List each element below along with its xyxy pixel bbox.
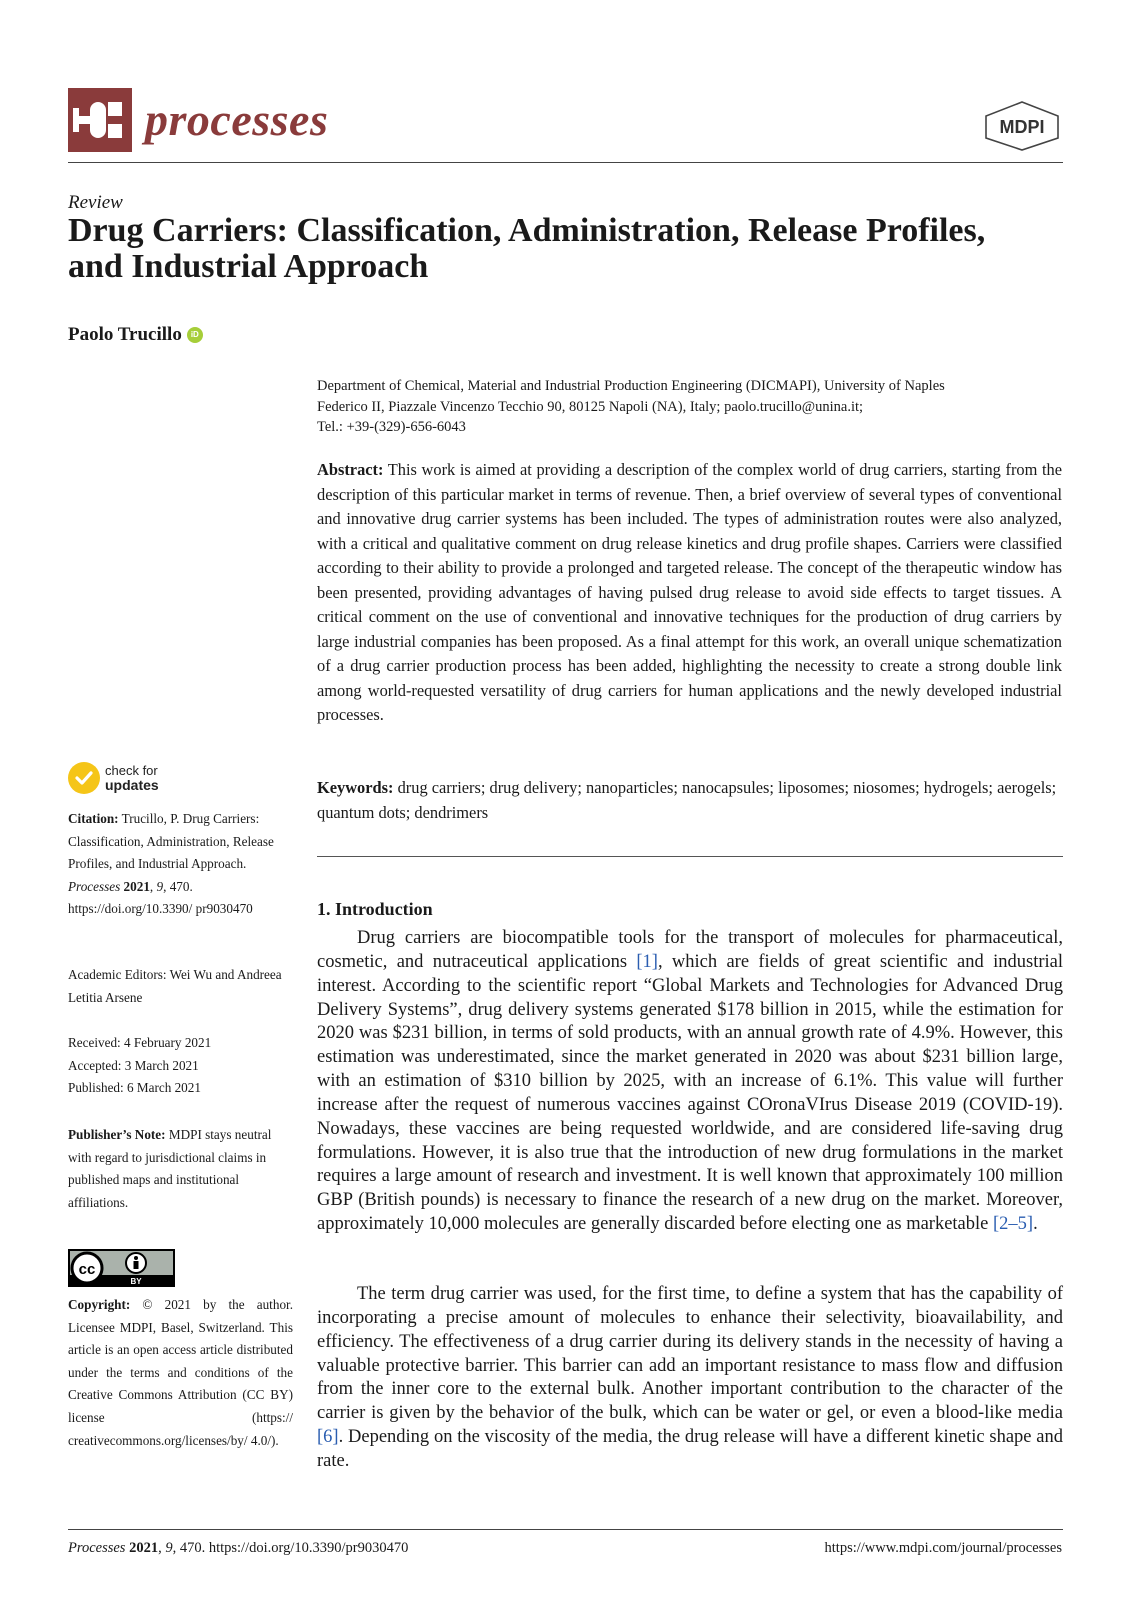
journal-logo-icon: [68, 88, 132, 152]
citation-label: Citation:: [68, 811, 119, 826]
author-line: [68, 323, 203, 347]
article-title: [68, 213, 1068, 285]
copyright-text: © 2021 by the author. Licensee MDPI, Basel, Switzerland. This article is an open access article distributed under the terms and conditions of the Creative Commons Attribution (CC BY) license (https:// creativecommons.org/licenses/by/ 4.0/).: [68, 1297, 293, 1448]
published-date: Published: 6 March 2021: [68, 1080, 201, 1096]
paragraph-text: . Depending on the viscosity of the media, the drug release will have a different kinetic shape and rate.: [317, 1427, 1063, 1471]
abstract: [317, 458, 1062, 728]
section-divider: [317, 856, 1063, 857]
check-updates-text: [105, 764, 159, 792]
footer-year: 2021: [129, 1540, 159, 1556]
paragraph-text: .: [1033, 1214, 1038, 1235]
intro-paragraph-1: [317, 927, 1063, 1237]
affiliation-line: Tel.: +39-(329)-656-6043: [317, 419, 466, 435]
footer-citation: Processes 2021, 9, 470. https://doi.org/10.3390/pr9030470: [68, 1540, 409, 1556]
citation-doi[interactable]: , 470. https://doi.org/10.3390/ pr9030470: [68, 878, 253, 917]
citation-volume: 9: [156, 878, 164, 894]
academic-editors: Academic Editors: Wei Wu and Andreea Letitia Arsene: [68, 967, 282, 1005]
publisher-note: [68, 1124, 293, 1214]
affiliation-line: Department of Chemical, Material and Industrial Production Engineering (DICMAPI), University of Naples: [317, 378, 945, 394]
affiliation-line: Federico II, Piazzale Vincenzo Tecchio 90, 80125 Napoli (NA), Italy; paolo.trucillo@unina.it;: [317, 398, 864, 415]
mdpi-logo-text: MDPI: [999, 117, 1045, 137]
citation-text: Trucillo, P. Drug Carriers: Classification, Administration, Release Profiles, and Industrial Approach.: [68, 811, 274, 872]
citation-link[interactable]: [6]: [317, 1427, 339, 1448]
footer-doi[interactable]: , 470. https://doi.org/10.3390/pr9030470: [172, 1540, 409, 1556]
publisher-note-text: MDPI stays neutral with regard to jurisdictional claims in published maps and institutional affiliations.: [68, 1127, 272, 1210]
header-divider: [68, 162, 1063, 163]
author-name[interactable]: Paolo Trucillo: [68, 324, 182, 345]
check-updates-line: check for: [105, 763, 158, 778]
abstract-label: Abstract:: [317, 460, 384, 479]
article-type: Review: [68, 192, 123, 213]
abstract-text: This work is aimed at providing a description of the complex world of drug carriers, starting from the description of this particular market in terms of revenue. Then, a brief overview of several types of conventional and innovative drug carrier systems has been included. The types of administration routes were also analyzed, with a critical and qualitative comment on drug release kinetics and drug profile shapes. Carriers were classified according to their ability to provide a prolonged and targeted release. The concept of the therapeutic window has been presented, providing advantages of having pulsed drug release to avoid side effects to target tissues. A critical comment on the use of conventional and innovative techniques for the production of drug carriers by large industrial companies has been proposed. As a final attempt for this work, an overall unique schematization of a drug carrier production process has been added, highlighting the necessity to create a strong double link among world-requested versatility of drug carriers for human applications and the newly developed industrial processes.: [317, 460, 1062, 724]
publisher-note-label: Publisher’s Note:: [68, 1127, 166, 1142]
paragraph-text: Drug carriers are biocompatible tools for the transport of molecules for pharmaceutical, cosmetic, and nutraceutical applications: [317, 928, 1063, 972]
keywords-label: Keywords:: [317, 778, 394, 797]
cc-by-license-icon[interactable]: [68, 1249, 175, 1287]
footer-volume: 9: [165, 1540, 173, 1556]
footer-divider: [68, 1529, 1063, 1530]
citation-year: 2021: [123, 878, 150, 894]
copyright-label: Copyright:: [68, 1297, 131, 1312]
paragraph-text: , which are fields of great scientific and industrial interest. According to the scientific report “Global Markets and Technologies for Advanced Drug Delivery Systems”, drug delivery systems generated $178 billion in 2015, while the estimation for 2020 was $231 billion, in terms of sold products, with an annual growth rate of 4.9%. However, this estimation was underestimated, since the market generated in 2020 was about $231 billion large, with an estimation of $310 billion by 2025, with an increase of 6.1%. This value will further increase after the request of numerous vaccines against COronaVIrus Disease 2019 (COVID-19). Nowadays, these vaccines are being requested worldwide, and are considered life-saving drug formulations. However, it is also true that the introduction of new drug formulations in the market requires a large amount of research and investment. It is well known that approximately 100 million GBP (British pounds) is necessary to finance the research of a new drug on the market. Moreover, approximately 10,000 molecules are generally discarded before electing one as marketable: [317, 951, 1063, 1235]
section-heading: 1. Introduction: [317, 899, 433, 919]
mdpi-logo-icon: [982, 100, 1062, 152]
footer-journal: Processes: [68, 1540, 126, 1556]
check-updates-icon: [68, 762, 100, 794]
affiliation: [317, 376, 1057, 438]
title-line-2: and Industrial Approach: [68, 248, 429, 285]
footer-journal-url[interactable]: https://www.mdpi.com/journal/processes: [824, 1540, 1062, 1556]
paragraph-text: The term drug carrier was used, for the first time, to define a system that has the capability of incorporating a precise amount of molecules to enhance their selectivity, bioavailability, and efficiency. The effectiveness of a drug carrier during its delivery stands in the necessity of having a valuable protective barrier. This barrier can add an important resistance to mass flow and diffusion from the inner core to the external bulk. Another important contribution to the character of the carrier is given by the behavior of the bulk, which can be water or gel, or even a blood-like media: [317, 1284, 1063, 1424]
received-date: Received: 4 February 2021: [68, 1035, 212, 1050]
citation-link[interactable]: [2–5]: [993, 1214, 1034, 1235]
copyright-block: [68, 1294, 293, 1452]
article-dates: [68, 1032, 293, 1100]
orcid-icon[interactable]: iD: [187, 327, 203, 343]
keywords: [317, 776, 1062, 825]
cc-by-label: BY: [130, 1277, 142, 1286]
title-line-1: Drug Carriers: Classification, Administration, Release Profiles,: [68, 212, 986, 249]
journal-name: processes: [145, 94, 329, 145]
citation-block: Citation: Trucillo, P. Drug Carriers: Classification, Administration, Release Profiles, and Industrial Approach. Processes 2021, 9, 470. https://doi.org/10.3390/ pr9030470: [68, 811, 274, 917]
check-updates-line: updates: [105, 777, 159, 793]
keywords-text: drug carriers; drug delivery; nanoparticles; nanocapsules; liposomes; niosomes; hydrogels; aerogels; quantum dots; dendrimers: [317, 778, 1057, 822]
svg-text:cc: cc: [78, 1261, 96, 1278]
citation-link[interactable]: [1]: [636, 951, 658, 972]
accepted-date: Accepted: 3 March 2021: [68, 1057, 199, 1073]
check-for-updates-button[interactable]: [68, 762, 159, 794]
citation-journal: Processes: [68, 878, 121, 894]
intro-paragraph-2: [317, 1283, 1063, 1474]
